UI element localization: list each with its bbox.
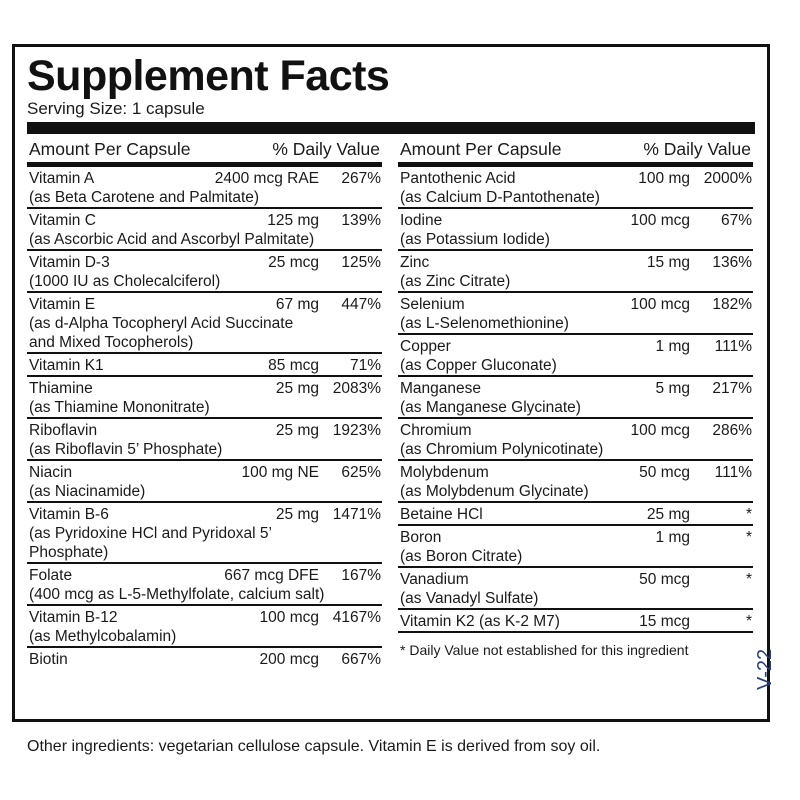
amount-header: Amount Per Capsule: [400, 139, 562, 159]
nutrient-amount: 25 mg: [275, 380, 319, 397]
nutrient-source: (as Chromium Polynicotinate): [400, 441, 604, 458]
daily-value-footnote: * Daily Value not established for this ingredient: [400, 642, 689, 658]
nutrient-amount: 50 mcg: [639, 571, 690, 588]
nutrient-main-line: [29, 295, 381, 314]
nutrient-main-line: [400, 612, 752, 631]
nutrient-main-line: [400, 528, 752, 547]
nutrient-main-line: [400, 570, 752, 589]
nutrient-source: (as Potassium Iodide): [400, 231, 550, 248]
nutrient-main-line: [29, 211, 381, 230]
nutrient-name: Iodine: [400, 212, 443, 229]
nutrient-main-line: [400, 169, 752, 188]
nutrient-name: Vitamin B-12: [29, 609, 118, 626]
nutrient-source: (as Calcium D-Pantothenate): [400, 189, 600, 206]
nutrient-amount: 85 mcg: [268, 357, 319, 374]
nutrient-amount: 100 mcg: [259, 609, 319, 626]
nutrient-row: [27, 209, 382, 251]
nutrient-amount: 2400 mcg RAE: [214, 170, 319, 187]
nutrient-amount: 1 mg: [655, 529, 690, 546]
nutrient-daily-value: *: [745, 529, 752, 546]
nutrient-name: Betaine HCl: [400, 506, 483, 523]
nutrient-source: (as Manganese Glycinate): [400, 399, 581, 416]
nutrient-daily-value: 667%: [341, 651, 381, 668]
nutrient-row: [398, 568, 753, 610]
nutrient-row: [398, 167, 753, 209]
nutrient-name: Vitamin A: [29, 170, 95, 187]
header-divider: [27, 122, 755, 134]
nutrient-row: [27, 461, 382, 503]
nutrient-daily-value: 71%: [349, 357, 381, 374]
nutrient-name: Vitamin D-3: [29, 254, 110, 271]
nutrient-main-line: [29, 566, 381, 585]
nutrient-amount: 67 mg: [275, 296, 319, 313]
nutrient-daily-value: 111%: [714, 338, 752, 355]
nutrient-row: [27, 293, 382, 354]
left-nutrient-list: [27, 167, 382, 669]
nutrient-name: Vitamin B-6: [29, 506, 109, 523]
nutrient-daily-value: 182%: [712, 296, 752, 313]
nutrient-source: (as L-Selenomethionine): [400, 315, 569, 332]
nutrient-name: Boron: [400, 529, 442, 546]
nutrient-daily-value: 2000%: [703, 170, 752, 187]
left-column-header: [27, 137, 382, 167]
nutrient-daily-value: *: [745, 571, 752, 588]
nutrient-daily-value: *: [745, 613, 752, 630]
right-column: [398, 137, 753, 659]
nutrient-daily-value: 67%: [720, 212, 752, 229]
nutrient-main-line: [400, 295, 752, 314]
nutrient-amount: 1 mg: [655, 338, 690, 355]
nutrient-name: Molybdenum: [400, 464, 489, 481]
nutrient-row: [27, 503, 382, 564]
nutrient-daily-value: 4167%: [332, 609, 381, 626]
daily-value-header: % Daily Value: [272, 139, 380, 159]
amount-header: Amount Per Capsule: [29, 139, 191, 159]
nutrient-name: Folate: [29, 567, 73, 584]
nutrient-source: Phosphate): [29, 544, 109, 561]
nutrient-source: (as Methylcobalamin): [29, 628, 177, 645]
right-column-header: [398, 137, 753, 167]
nutrient-source: (as Molybdenum Glycinate): [400, 483, 589, 500]
nutrient-daily-value: 136%: [712, 254, 752, 271]
nutrient-name: Selenium: [400, 296, 465, 313]
nutrient-row: [27, 648, 382, 669]
nutrient-main-line: [400, 211, 752, 230]
nutrient-source: (as Zinc Citrate): [400, 273, 511, 290]
nutrient-name: Vitamin E: [29, 296, 96, 313]
nutrient-daily-value: 2083%: [332, 380, 381, 397]
other-ingredients: Other ingredients: vegetarian cellulose capsule. Vitamin E is derived from soy oil.: [27, 738, 601, 755]
product-code: V-22: [754, 648, 776, 690]
nutrient-daily-value: 286%: [712, 422, 752, 439]
nutrient-main-line: [400, 253, 752, 272]
nutrient-row: [27, 419, 382, 461]
nutrient-main-line: [29, 356, 381, 375]
nutrient-name: Niacin: [29, 464, 73, 481]
nutrient-amount: 667 mcg DFE: [224, 567, 319, 584]
nutrient-main-line: [29, 650, 381, 669]
nutrient-name: Vitamin C: [29, 212, 96, 229]
serving-size: Serving Size: 1 capsule: [27, 99, 205, 118]
nutrient-amount: 100 mg NE: [241, 464, 319, 481]
nutrient-source: (as Copper Gluconate): [400, 357, 557, 374]
nutrient-daily-value: 267%: [341, 170, 381, 187]
nutrient-amount: 25 mcg: [268, 254, 319, 271]
nutrient-row: [27, 354, 382, 377]
nutrient-source: (as Ascorbic Acid and Ascorbyl Palmitate): [29, 231, 315, 248]
nutrient-row: [398, 293, 753, 335]
nutrient-amount: 25 mg: [275, 506, 319, 523]
nutrient-main-line: [400, 505, 752, 524]
nutrient-main-line: [29, 505, 381, 524]
nutrient-source: (as Thiamine Mononitrate): [29, 399, 210, 416]
nutrient-row: [398, 335, 753, 377]
nutrient-main-line: [29, 379, 381, 398]
nutrient-name: Copper: [400, 338, 451, 355]
nutrient-row: [398, 461, 753, 503]
nutrient-source: (400 mcg as L-5-Methylfolate, calcium salt): [29, 586, 325, 603]
nutrient-amount: 15 mcg: [639, 613, 690, 630]
nutrient-name: Vitamin K1: [29, 357, 104, 374]
nutrient-source: (as Riboflavin 5’ Phosphate): [29, 441, 223, 458]
nutrient-main-line: [29, 253, 381, 272]
nutrient-row: [398, 251, 753, 293]
nutrient-amount: 100 mcg: [630, 422, 690, 439]
nutrient-row: [398, 419, 753, 461]
nutrient-row: [27, 377, 382, 419]
nutrient-name: Vanadium: [400, 571, 469, 588]
nutrient-amount: 50 mcg: [639, 464, 690, 481]
nutrient-name: Thiamine: [29, 380, 93, 397]
nutrient-main-line: [29, 169, 381, 188]
nutrient-daily-value: 111%: [714, 464, 752, 481]
nutrient-name: Riboflavin: [29, 422, 98, 439]
nutrient-name: Biotin: [29, 651, 68, 668]
nutrient-daily-value: *: [745, 506, 752, 523]
nutrient-daily-value: 217%: [712, 380, 752, 397]
nutrient-daily-value: 447%: [341, 296, 381, 313]
nutrient-amount: 5 mg: [655, 380, 690, 397]
nutrient-main-line: [400, 463, 752, 482]
nutrient-amount: 25 mg: [646, 506, 690, 523]
nutrient-row: [27, 167, 382, 209]
nutrient-name: Chromium: [400, 422, 472, 439]
nutrient-row: [27, 606, 382, 648]
nutrient-main-line: [29, 421, 381, 440]
nutrient-name: Pantothenic Acid: [400, 170, 516, 187]
nutrient-row: [398, 526, 753, 568]
nutrient-source: (as Beta Carotene and Palmitate): [29, 189, 260, 206]
left-column: [27, 137, 382, 669]
nutrient-row: [398, 610, 753, 633]
nutrient-daily-value: 139%: [341, 212, 381, 229]
nutrient-source: (as Vanadyl Sulfate): [400, 590, 539, 607]
nutrient-row: [398, 503, 753, 526]
nutrient-main-line: [400, 421, 752, 440]
nutrient-row: [27, 564, 382, 606]
nutrient-amount: 15 mg: [646, 254, 690, 271]
nutrient-daily-value: 1471%: [332, 506, 381, 523]
nutrient-amount: 100 mg: [638, 170, 690, 187]
nutrient-amount: 200 mcg: [259, 651, 319, 668]
nutrient-main-line: [400, 379, 752, 398]
nutrient-name: Vitamin K2 (as K-2 M7): [400, 613, 560, 630]
nutrient-source: (as Boron Citrate): [400, 548, 523, 565]
nutrient-row: [398, 209, 753, 251]
nutrient-source: (1000 IU as Cholecalciferol): [29, 273, 221, 290]
nutrient-source: (as d-Alpha Tocopheryl Acid Succinate: [29, 315, 294, 332]
nutrient-name: Manganese: [400, 380, 482, 397]
nutrient-source: (as Pyridoxine HCl and Pyridoxal 5’: [29, 525, 272, 542]
nutrient-daily-value: 167%: [341, 567, 381, 584]
nutrient-amount: 125 mg: [267, 212, 319, 229]
nutrient-amount: 25 mg: [275, 422, 319, 439]
right-nutrient-list: [398, 167, 753, 633]
nutrient-main-line: [29, 463, 381, 482]
daily-value-header: % Daily Value: [643, 139, 751, 159]
nutrient-row: [398, 377, 753, 419]
nutrient-daily-value: 125%: [341, 254, 381, 271]
nutrient-daily-value: 625%: [341, 464, 381, 481]
nutrient-main-line: [29, 608, 381, 627]
nutrient-amount: 100 mcg: [630, 212, 690, 229]
nutrient-source: (as Niacinamide): [29, 483, 146, 500]
nutrient-source: and Mixed Tocopherols): [29, 334, 194, 351]
nutrient-name: Zinc: [400, 254, 430, 271]
nutrient-row: [27, 251, 382, 293]
nutrient-daily-value: 1923%: [332, 422, 381, 439]
nutrient-main-line: [400, 337, 752, 356]
panel-title: Supplement Facts: [27, 52, 390, 100]
nutrient-amount: 100 mcg: [630, 296, 690, 313]
